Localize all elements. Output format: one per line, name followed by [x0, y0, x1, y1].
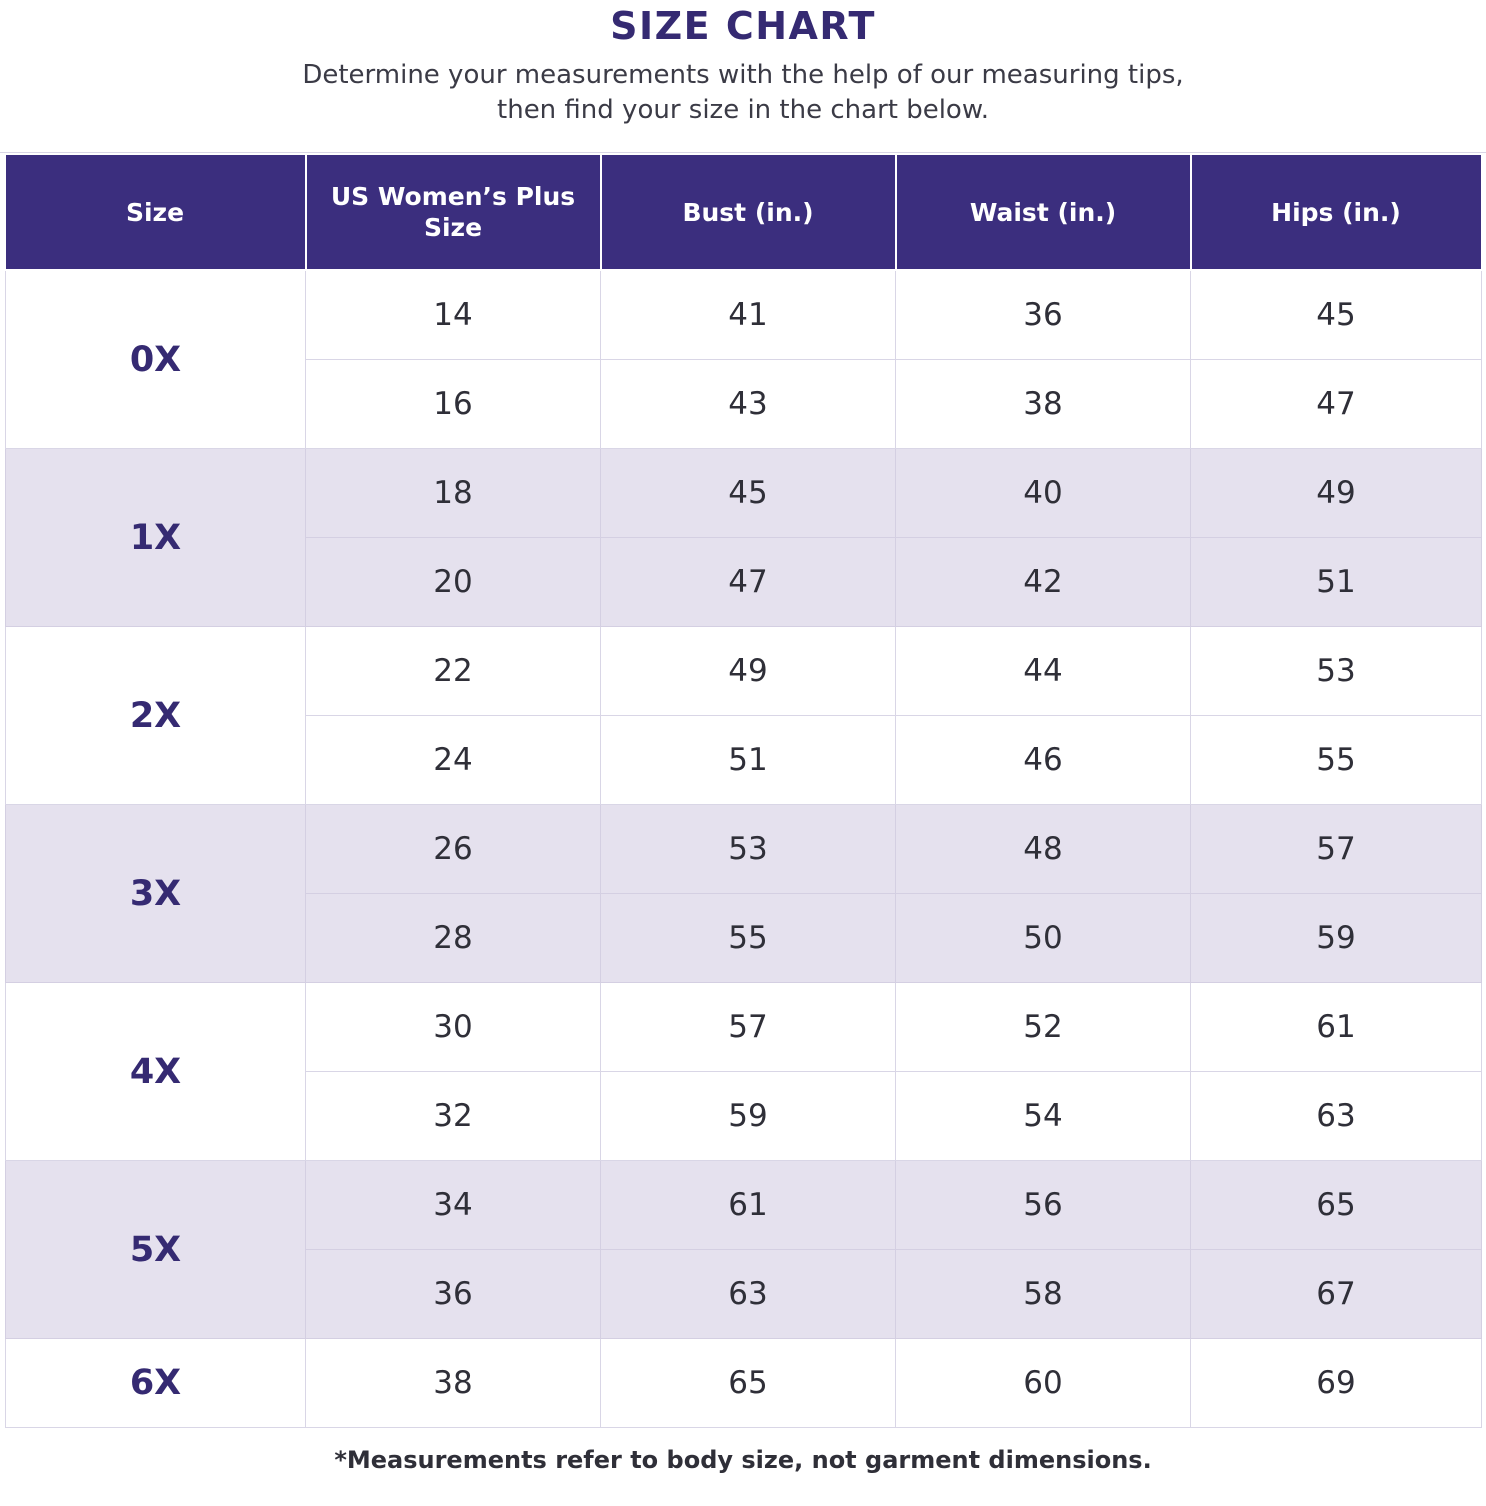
table-body — [6, 270, 1482, 1428]
size-chart-table — [5, 153, 1483, 1429]
us-size-cell: 20 — [306, 538, 601, 627]
column-header-size: Size — [6, 154, 306, 271]
size-label-cell: 4X — [6, 983, 306, 1161]
bust-cell: 55 — [601, 894, 896, 983]
us-size-cell: 38 — [306, 1339, 601, 1428]
size-label-cell: 1X — [6, 449, 306, 627]
waist-cell: 46 — [896, 716, 1191, 805]
waist-cell: 52 — [896, 983, 1191, 1072]
bust-cell: 59 — [601, 1072, 896, 1161]
size-label-cell: 3X — [6, 805, 306, 983]
waist-cell: 56 — [896, 1161, 1191, 1250]
hips-cell: 65 — [1191, 1161, 1482, 1250]
us-size-cell: 32 — [306, 1072, 601, 1161]
table-header-row — [6, 154, 1482, 271]
hips-cell: 67 — [1191, 1250, 1482, 1339]
size-label-cell: 2X — [6, 627, 306, 805]
bust-cell: 61 — [601, 1161, 896, 1250]
hips-cell: 45 — [1191, 270, 1482, 360]
waist-cell: 48 — [896, 805, 1191, 894]
us-size-cell: 22 — [306, 627, 601, 716]
table-row — [6, 1161, 1482, 1250]
size-label-cell: 0X — [6, 270, 306, 449]
hips-cell: 51 — [1191, 538, 1482, 627]
us-size-cell: 26 — [306, 805, 601, 894]
table-row — [6, 270, 1482, 360]
size-chart-page — [0, 6, 1486, 1506]
bust-cell: 45 — [601, 449, 896, 538]
us-size-cell: 14 — [306, 270, 601, 360]
table-row — [6, 1339, 1482, 1428]
footnote: *Measurements refer to body size, not garment dimensions. — [334, 1446, 1152, 1475]
hips-cell: 69 — [1191, 1339, 1482, 1428]
column-header-waist: Waist (in.) — [896, 154, 1191, 271]
us-size-cell: 24 — [306, 716, 601, 805]
bust-cell: 53 — [601, 805, 896, 894]
waist-cell: 36 — [896, 270, 1191, 360]
us-size-cell: 16 — [306, 360, 601, 449]
bust-cell: 63 — [601, 1250, 896, 1339]
hips-cell: 63 — [1191, 1072, 1482, 1161]
bust-cell: 43 — [601, 360, 896, 449]
column-header-hips: Hips (in.) — [1191, 154, 1482, 271]
waist-cell: 54 — [896, 1072, 1191, 1161]
hips-cell: 57 — [1191, 805, 1482, 894]
us-size-cell: 28 — [306, 894, 601, 983]
waist-cell: 44 — [896, 627, 1191, 716]
page-title: SIZE CHART — [610, 4, 876, 48]
bust-cell: 57 — [601, 983, 896, 1072]
column-header-us-plus-size: US Women’s Plus Size — [306, 154, 601, 271]
bust-cell: 65 — [601, 1339, 896, 1428]
bust-cell: 49 — [601, 627, 896, 716]
hips-cell: 49 — [1191, 449, 1482, 538]
us-size-cell: 36 — [306, 1250, 601, 1339]
table-row — [6, 449, 1482, 538]
table-row — [6, 805, 1482, 894]
waist-cell: 40 — [896, 449, 1191, 538]
waist-cell: 58 — [896, 1250, 1191, 1339]
us-size-cell: 30 — [306, 983, 601, 1072]
table-header — [6, 154, 1482, 271]
hips-cell: 59 — [1191, 894, 1482, 983]
hips-cell: 61 — [1191, 983, 1482, 1072]
subtitle-line-2: then find your size in the chart below. — [497, 94, 989, 125]
bust-cell: 41 — [601, 270, 896, 360]
size-label-cell: 6X — [6, 1339, 306, 1428]
us-size-cell: 34 — [306, 1161, 601, 1250]
hips-cell: 55 — [1191, 716, 1482, 805]
bust-cell: 51 — [601, 716, 896, 805]
waist-cell: 42 — [896, 538, 1191, 627]
waist-cell: 50 — [896, 894, 1191, 983]
size-chart-table-wrap — [0, 152, 1486, 1429]
us-size-cell: 18 — [306, 449, 601, 538]
size-label-cell: 5X — [6, 1161, 306, 1339]
hips-cell: 53 — [1191, 627, 1482, 716]
bust-cell: 47 — [601, 538, 896, 627]
waist-cell: 38 — [896, 360, 1191, 449]
hips-cell: 47 — [1191, 360, 1482, 449]
page-subtitle — [143, 58, 1343, 128]
subtitle-line-1: Determine your measurements with the help of our measuring tips, — [302, 59, 1184, 90]
table-row — [6, 983, 1482, 1072]
column-header-bust: Bust (in.) — [601, 154, 896, 271]
table-row — [6, 627, 1482, 716]
waist-cell: 60 — [896, 1339, 1191, 1428]
